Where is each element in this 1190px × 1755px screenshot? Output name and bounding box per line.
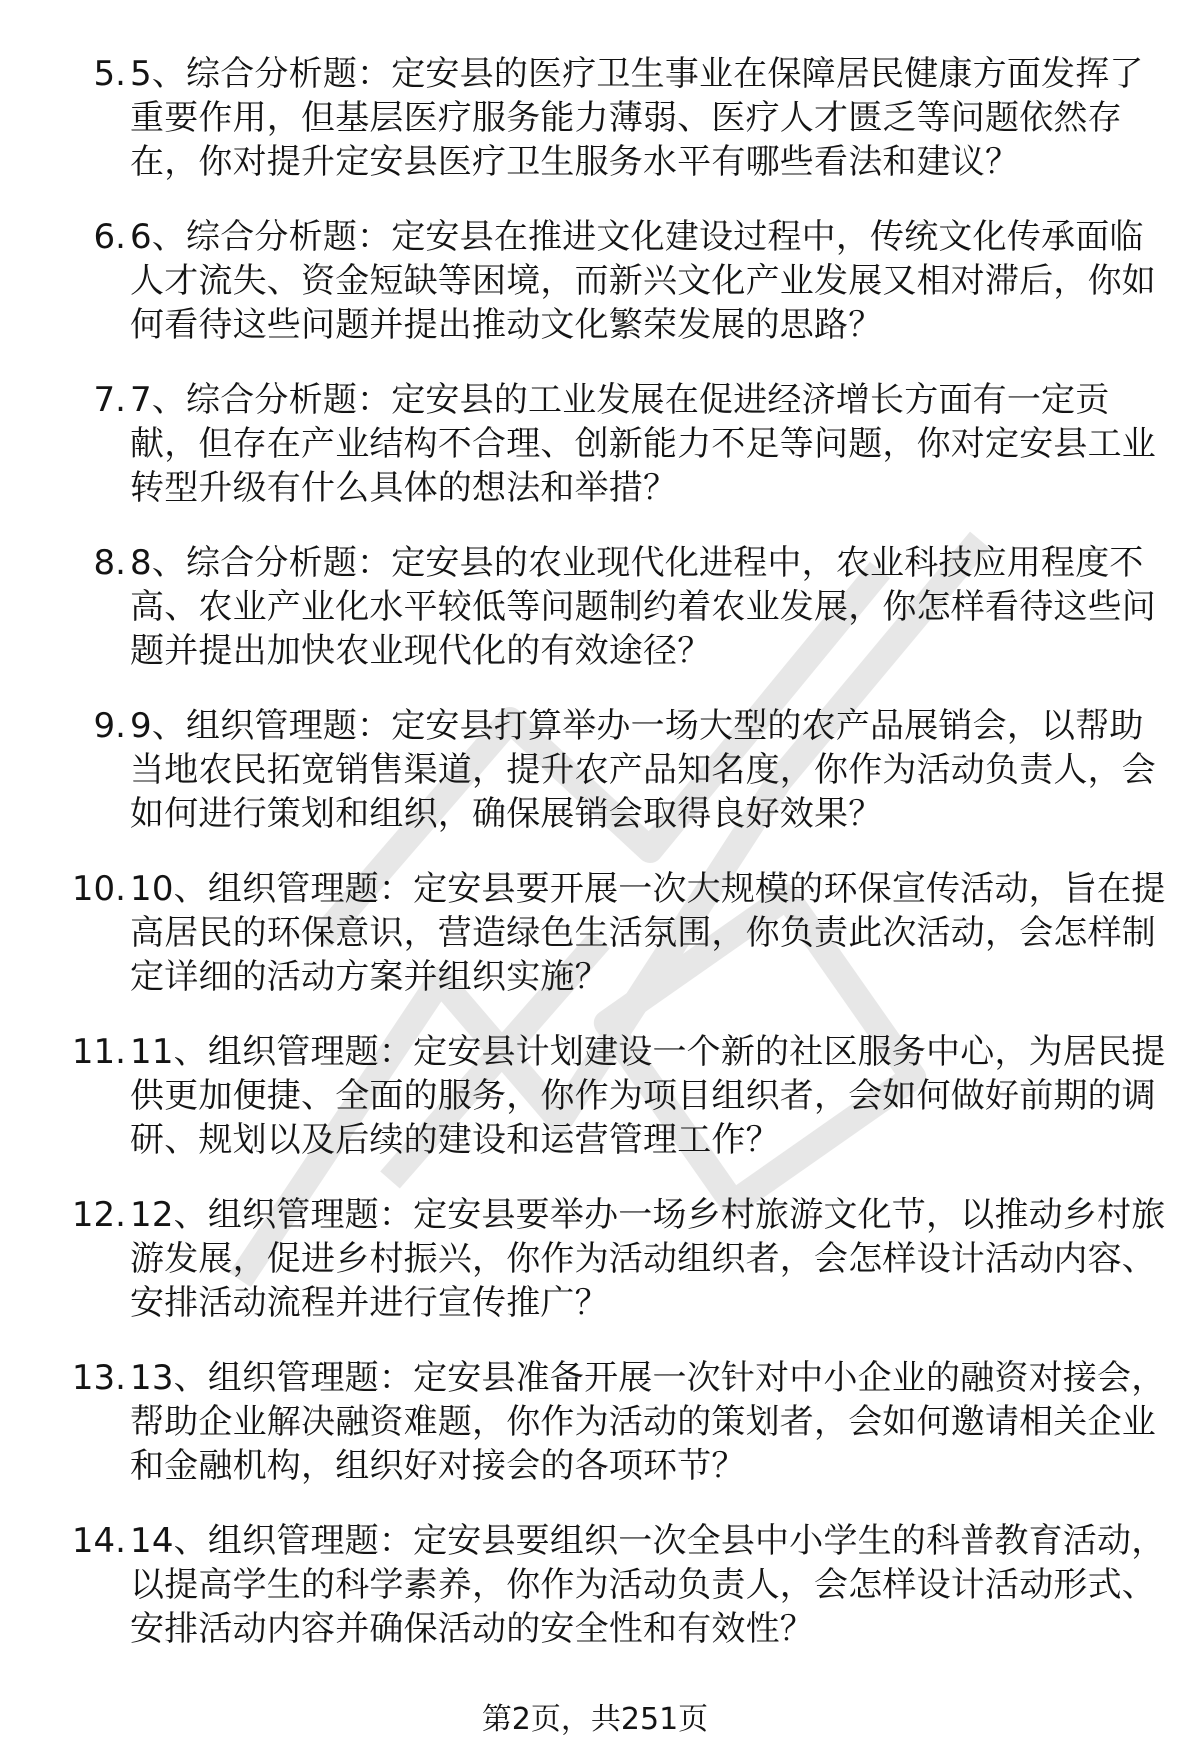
question-item: [0, 52, 1190, 192]
question-item: [0, 867, 1190, 1007]
question-number: 5.: [93, 54, 126, 94]
question-number: 7.: [93, 380, 126, 420]
question-item: [0, 215, 1190, 355]
question-text: 12、组织管理题：定安县要举办一场乡村旅游文化节，以推动乡村旅游发展，促进乡村振兴，你作为活动组织者，会怎样设计活动内容、安排活动流程并进行宣传推广？: [130, 1195, 1166, 1323]
question-item: [0, 1030, 1190, 1170]
question-item: [0, 1519, 1190, 1659]
question-text: 10、组织管理题：定安县要开展一次大规模的环保宣传活动，旨在提高居民的环保意识，营造绿色生活氛围，你负责此次活动，会怎样制定详细的活动方案并组织实施？: [130, 869, 1166, 997]
question-number: 12.: [71, 1195, 126, 1235]
question-number: 14.: [71, 1521, 126, 1561]
question-text: 8、综合分析题：定安县的农业现代化进程中，农业科技应用程度不高、农业产业化水平较低等问题制约着农业发展，你怎样看待这些问题并提出加快农业现代化的有效途径？: [130, 543, 1156, 671]
question-number: 10.: [71, 869, 126, 909]
question-text: 9、组织管理题：定安县打算举办一场大型的农产品展销会，以帮助当地农民拓宽销售渠道，提升农产品知名度，你作为活动负责人，会如何进行策划和组织，确保展销会取得良好效果？: [130, 706, 1156, 834]
question-item: [0, 1193, 1190, 1333]
question-number: 8.: [93, 543, 126, 583]
question-item: [0, 704, 1190, 844]
question-item: [0, 378, 1190, 518]
question-text: 5、综合分析题：定安县的医疗卫生事业在保障居民健康方面发挥了重要作用，但基层医疗服务能力薄弱、医疗人才匮乏等问题依然存在，你对提升定安县医疗卫生服务水平有哪些看法和建议？: [130, 54, 1144, 182]
question-item: [0, 1356, 1190, 1496]
question-text: 6、综合分析题：定安县在推进文化建设过程中，传统文化传承面临人才流失、资金短缺等困境，而新兴文化产业发展又相对滞后，你如何看待这些问题并提出推动文化繁荣发展的思路？: [130, 217, 1156, 345]
question-number: 6.: [93, 217, 126, 257]
question-item: [0, 541, 1190, 681]
question-text: 14、组织管理题：定安县要组织一次全县中小学生的科普教育活动，以提高学生的科学素养，你作为活动负责人，会怎样设计活动形式、安排活动内容并确保活动的安全性和有效性？: [130, 1521, 1166, 1649]
page-number-footer: 第2页，共251页: [481, 1702, 709, 1737]
question-number: 13.: [71, 1358, 126, 1398]
question-text: 13、组织管理题：定安县准备开展一次针对中小企业的融资对接会，帮助企业解决融资难题，你作为活动的策划者，会如何邀请相关企业和金融机构，组织好对接会的各项环节？: [130, 1358, 1166, 1486]
question-text: 11、组织管理题：定安县计划建设一个新的社区服务中心，为居民提供更加便捷、全面的服务，你作为项目组织者，会如何做好前期的调研、规划以及后续的建设和运营管理工作？: [130, 1032, 1166, 1160]
question-number: 9.: [93, 706, 126, 746]
question-text: 7、综合分析题：定安县的工业发展在促进经济增长方面有一定贡献，但存在产业结构不合理、创新能力不足等问题，你对定安县工业转型升级有什么具体的想法和举措？: [130, 380, 1156, 508]
question-number: 11.: [71, 1032, 126, 1072]
